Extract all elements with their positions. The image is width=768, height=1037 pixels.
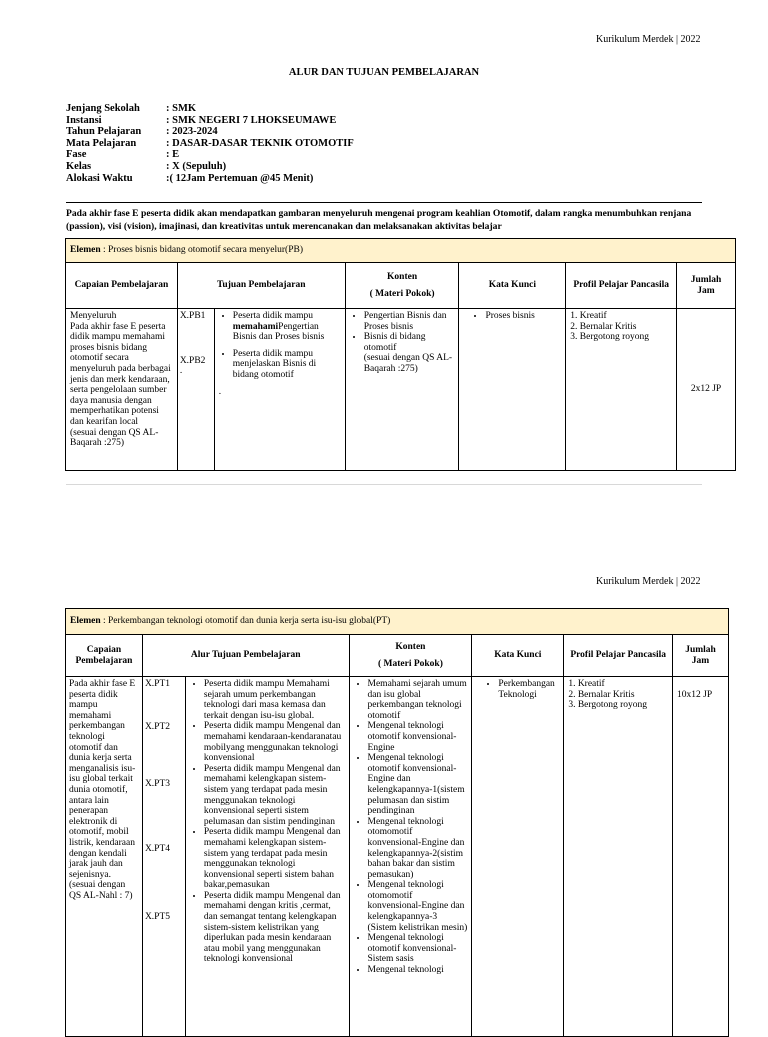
- tujuan-item: • Peserta didik mampu Memahami sejarah umum perkembangan teknologi dari masa kemasa dan terkait dengan isu-isu global.: [204, 679, 345, 721]
- meta-value: : SMK NEGERI 7 LHOKSEUMAWE: [166, 114, 337, 126]
- header-kata-kunci: Kata Kunci: [472, 635, 564, 677]
- profil-cell: [564, 677, 673, 1037]
- tujuan-bold: memahami: [232, 321, 279, 332]
- tujuan-item: • Peserta didik mampu Mengenal dan memahami kelengkapan sistem-sistem yang terdapat pada mesin menggunakan teknologi konvensional seperti sistem pelumasan dan sistim pendinginan: [204, 764, 345, 828]
- konten-item: • Memahami sejarah umum dan isu global perkembangan teknologi otomotif: [368, 679, 468, 721]
- code-item: X.PT3: [144, 779, 171, 790]
- header-profil: Profil Pelajar Pancasila: [564, 635, 673, 677]
- meta-value: : SMK: [166, 103, 197, 114]
- jam-cell: 2x12 JP: [677, 309, 736, 471]
- profil-cell: [566, 309, 677, 471]
- header-kata-kunci: Kata Kunci: [459, 263, 566, 309]
- header-tujuan: Alur Tujuan Pembelajaran: [142, 635, 349, 677]
- tujuan-cell: [185, 677, 349, 1037]
- meta-label: Alokasi Waktu: [66, 172, 133, 184]
- code-item: X.PB1: [179, 311, 206, 321]
- meta-label: Tahun Pelajaran: [66, 126, 142, 138]
- code-item: X.PT1: [144, 679, 171, 689]
- atp-table-pt: [65, 608, 729, 1037]
- konten-item: • Mengenal teknologi otomotif konvensional-Sistem sasis: [368, 933, 468, 965]
- capaian-cell: Pada akhir fase E peserta didik mampu memahami perkembangan teknologi otomotif dan dunia kerja serta menganalisis isu-isu global terkait dunia otomotif, antara lain penerapan elektronik di otomotif, mobil listrik, kendaraan dengan kendali jarak jauh dan sejenisnya. (sesuai dengan QS AL-Nahl : 7): [66, 677, 143, 1037]
- elemen-text: : Proses bisnis bidang otomotif secara menyelur(PB): [100, 245, 303, 256]
- kata-kunci-item: • Proses bisnis: [485, 311, 561, 322]
- elemen-label: Elemen: [70, 616, 101, 627]
- tujuan-text: Pengertian Bisnis dan Proses bisnis: [232, 321, 325, 343]
- header-capaian: Capaian Pembelajaran: [66, 263, 178, 309]
- tujuan-item: • Peserta didik mampu Mengenal dan memahami kelengkapan sistem-sistem yang terdapat pada mesin menggunakan teknologi konvensional seperti sistem bahan bakar,pemasukan: [204, 827, 345, 891]
- meta-value: : E: [166, 149, 180, 161]
- meta-value: : X (Sepuluh): [166, 160, 227, 172]
- profil-item: 1. Kreatif: [570, 311, 607, 321]
- konten-item: • Mengenal teknologi otomotif konvensional-Engine dan kelengkapannya-1(sistem pelumasan dan sistim pendinginan: [368, 753, 468, 817]
- code-item: X.PT4: [144, 843, 171, 854]
- kata-kunci-item: • Perkembangan Teknologi: [498, 679, 559, 700]
- konten-item: • Mengenal teknologi otomotif konvensional-Engine: [368, 721, 468, 753]
- jam-cell: 10x12 JP: [673, 677, 729, 1037]
- meta-label: Jenjang Sekolah: [66, 103, 140, 114]
- profil-item: 3. Bergotong royong: [568, 700, 648, 711]
- profil-item: 2. Bernalar Kritis: [570, 321, 637, 332]
- profil-item: 2. Bernalar Kritis: [568, 689, 635, 700]
- header-tujuan: Tujuan Pembelajaran: [177, 263, 345, 309]
- page-header: Kurikulum Merdek | 2022: [596, 576, 701, 587]
- konten-item: • Mengenal teknologi otomomotif konvensional-Engine dan kelengkapannya-2(sistim bahan bakar dan sistim pemasukan): [368, 817, 468, 881]
- header-jam: Jumlah Jam: [673, 635, 729, 677]
- konten-cell: [345, 309, 459, 471]
- konten-item: • Mengenal teknologi: [368, 965, 468, 976]
- code-cell: [142, 677, 185, 1037]
- atp-table-pb: [65, 238, 736, 471]
- konten-cell: [349, 677, 472, 1037]
- intro-paragraph: Pada akhir fase E peserta didik akan mendapatkan gambaran menyeluruh mengenai program keahlian Otomotif, dalam rangka menumbuhkan renjana (passion), visi (vision), imajinasi, dan kreativitas untuk merencanakan dan melaksanakan aktivitas belajar: [66, 208, 692, 232]
- tujuan-item: [233, 349, 341, 381]
- header-konten-sub: ( Materi Pokok): [377, 658, 443, 669]
- page-header: Kurikulum Merdek | 2022: [596, 34, 701, 45]
- header-konten: [349, 635, 472, 677]
- tujuan-item: [233, 311, 341, 343]
- profil-item: 3. Bergotong royong: [570, 332, 650, 343]
- elemen-row: [66, 239, 736, 263]
- meta-value: :( 12Jam Pertemuan @45 Menit): [166, 172, 314, 184]
- header-profil: Profil Pelajar Pancasila: [566, 263, 677, 309]
- capaian-cell: Menyeluruh Pada akhir fase E peserta didik mampu memahami proses bisnis bidang otomotif secara menyeluruh pada berbagai jenis dan merk kendaraan, serta pengelolaan sumber daya manusia dengan memperhatikan potensi dan kearifan local (sesuai dengan QS AL-Baqarah :275): [66, 309, 178, 471]
- profil-item: 1. Kreatif: [568, 679, 605, 689]
- tujuan-text: Peserta didik mampu menjelaskan Bisnis di bidang otomotif: [232, 348, 317, 380]
- page-separator: [66, 484, 702, 485]
- meta-value: : 2023-2024: [166, 126, 218, 138]
- elemen-text: : Perkembangan teknologi otomotif dan dunia kerja serta isu-isu global(PT): [100, 616, 391, 627]
- meta-value: : DASAR-DASAR TEKNIK OTOMOTIF: [166, 137, 354, 149]
- konten-item: • Pengertian Bisnis dan Proses bisnis: [364, 311, 455, 332]
- meta-label: Mata Pelajaran: [66, 137, 137, 149]
- code-item: X.PB2: [179, 355, 206, 366]
- meta-label: Fase: [66, 149, 87, 161]
- meta-label: Instansi: [66, 114, 102, 126]
- header-konten-title: Konten: [395, 641, 426, 652]
- header-konten: [345, 263, 459, 309]
- kata-kunci-cell: [472, 677, 564, 1037]
- code-item: X.PT2: [144, 721, 171, 732]
- elemen-row: [66, 609, 729, 635]
- tujuan-text: Peserta didik mampu: [232, 311, 313, 321]
- document-title: ALUR DAN TUJUAN PEMBELAJARAN: [288, 67, 480, 78]
- konten-item: • Mengenal teknologi otomomotif konvensional-Engine dan kelengkapannya-3 (Sistem kelistrikan mesin): [368, 880, 468, 933]
- tujuan-item: • Peserta didik mampu Mengenal dan memahami dengan kritis ,cermat, dan semangat tentang kelengkapan sistem-sistem kelistrikan yang diperlukan pada mesin kendaraan atau mobil yang menggunakan teknologi konvensional: [204, 891, 345, 965]
- header-capaian: Capaian Pembelajaran: [66, 635, 143, 677]
- meta-block: [66, 103, 354, 184]
- header-konten-title: Konten: [387, 271, 418, 282]
- tujuan-item: • Peserta didik mampu Mengenal dan memahami kendaraan-kendaranatau mobilyang menggunakan teknologi konvensional: [204, 721, 345, 763]
- dot-mark: .: [179, 366, 183, 377]
- kata-kunci-cell: [459, 309, 566, 471]
- code-item: X.PT5: [144, 912, 171, 923]
- header-konten-sub: ( Materi Pokok): [369, 288, 435, 299]
- tujuan-cell: [214, 309, 345, 471]
- divider: [66, 202, 702, 203]
- konten-item: • Bisnis di bidang otomotif (sesuai dengan QS AL-Baqarah :275): [364, 332, 455, 374]
- meta-label: Kelas: [66, 160, 92, 172]
- elemen-label: Elemen: [70, 245, 101, 256]
- dot-mark: .: [218, 386, 222, 397]
- code-cell: [177, 309, 214, 471]
- header-jam: Jumlah Jam: [677, 263, 736, 309]
